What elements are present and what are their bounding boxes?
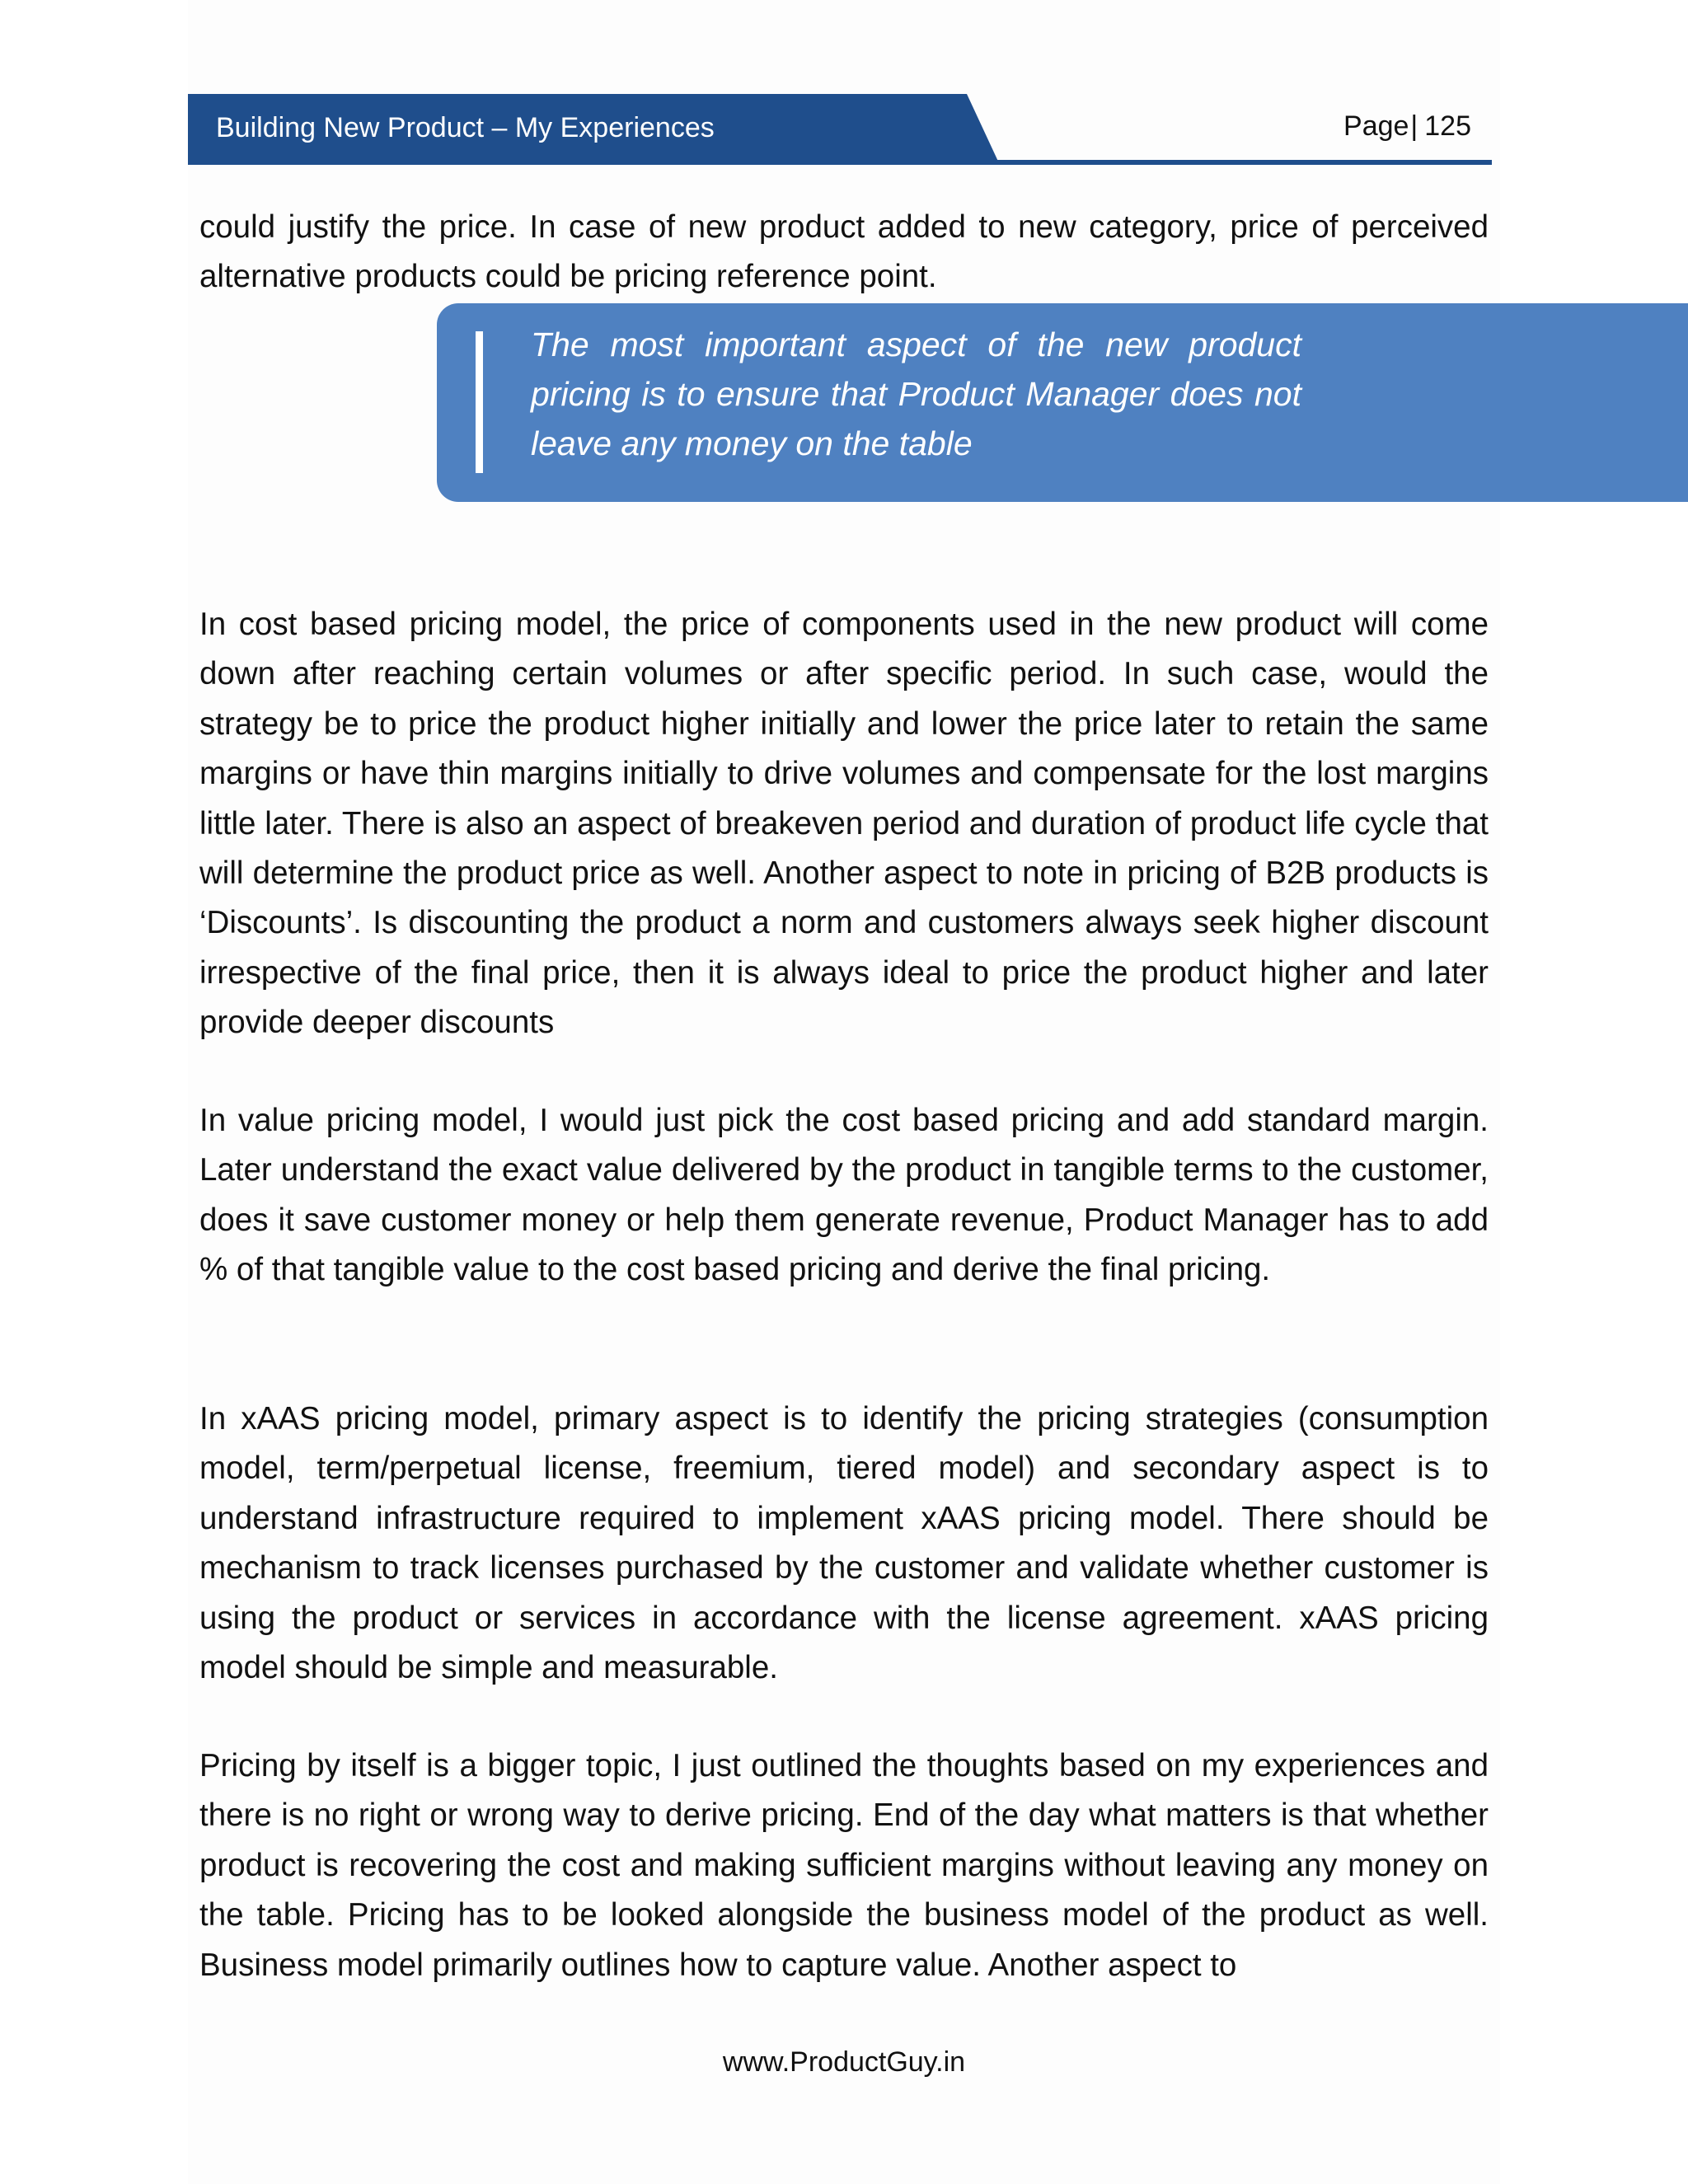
page-separator: | bbox=[1410, 110, 1418, 142]
page-number: 125 bbox=[1424, 110, 1471, 142]
page-number-label bbox=[1343, 110, 1471, 143]
paragraph-pricing-summary: Pricing by itself is a bigger topic, I just outlined the thoughts based on my experiences and there is no right or wrong way to derive pricing. End of the day what matters is that whether product is recovering the cost and making sufficient margins without leaving any money on the table. Pricing has to be looked alongside the business model of the product as well. Business model primarily outlines how to capture value. Another aspect to bbox=[199, 1748, 1489, 1983]
paragraph-cost-based-pricing: In cost based pricing model, the price of components used in the new product will come down after reaching certain volumes or after specific period. In such case, would the strategy be to price the product higher initially and lower the price later to retain the same margins or have thin margins initially to drive volumes and compensate for the lost margins little later. There is also an aspect of breakeven period and duration of product life cycle that will determine the product price as well. Another aspect to note in pricing of B2B products is ‘Discounts’. Is discounting the product a norm and customers always seek higher discount irrespective of the final price, then it is always ideal to price the product higher and later provide deeper discounts bbox=[199, 607, 1489, 1041]
pull-quote-callout bbox=[437, 303, 1688, 502]
paragraph-value-pricing: In value pricing model, I would just pick the cost based pricing and add standard margin. Later understand the exact value delivered by the product in tangible terms to the customer, does it save customer money or help them generate revenue, Product Manager has to add % of that tangible value to the cost based pricing and derive the final pricing. bbox=[199, 1103, 1489, 1288]
paragraph-xaas-pricing: In xAAS pricing model, primary aspect is to identify the pricing strategies (consumption model, term/perpetual license, freemium, tiered model) and secondary aspect is to understand infrastructure required to implement xAAS pricing model. There should be mechanism to track licenses purchased by the customer and validate whether customer is using the product or services in accordance with the license agreement. xAAS pricing model should be simple and measurable. bbox=[199, 1401, 1489, 1686]
paragraph-continuation: could justify the price. In case of new product added to new category, price of perceived alternative products could be pricing reference point. bbox=[199, 209, 1489, 295]
page-label: Page bbox=[1343, 110, 1409, 142]
pull-quote-bar bbox=[476, 331, 483, 473]
book-title: Building New Product – My Experiences bbox=[216, 112, 715, 143]
pull-quote-text: The most important aspect of the new product pricing is to ensure that Product Manager does not leave any money on the table bbox=[531, 326, 1301, 462]
footer-website: www.ProductGuy.in bbox=[722, 2046, 966, 2078]
